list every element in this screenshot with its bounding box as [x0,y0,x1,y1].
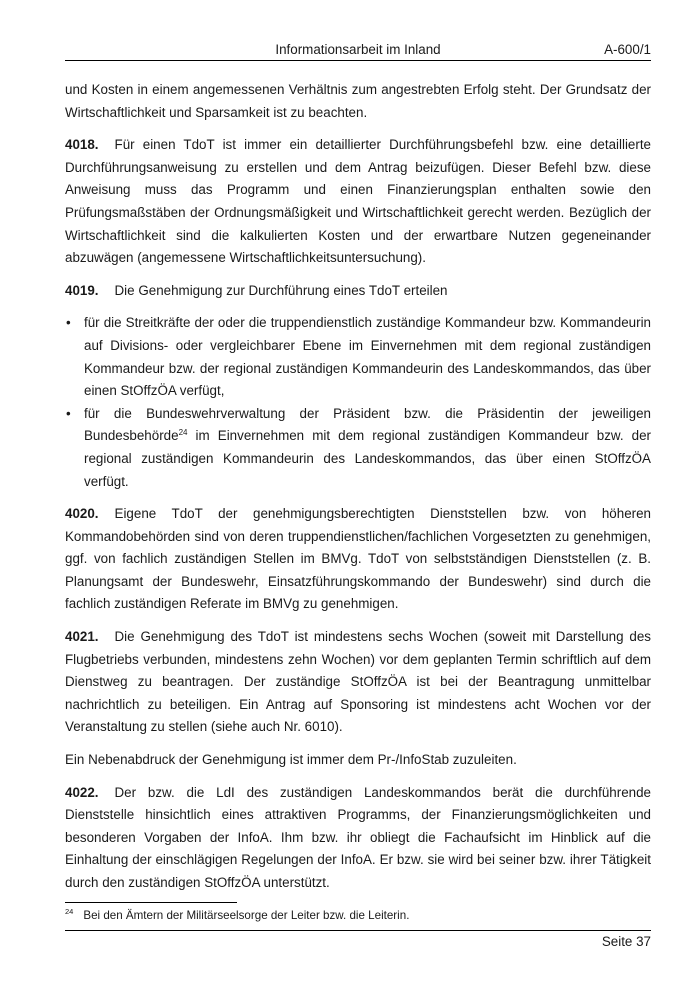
paragraph-4019 [65,280,651,303]
footnote-divider [65,902,237,903]
paragraph-4022 [65,782,651,895]
document-body [65,79,651,905]
paragraph-text: Die Genehmigung zur Durchführung eines TdoT erteilen [114,282,448,298]
page-header [65,40,651,61]
list-item-text: für die Streitkräfte der oder die truppendienstlich zuständige Kommandeur bzw. Kommandeurin auf Divisions- oder vergleichbarer Ebene im Einvernehmen mit dem regional zuständigen Kommandeur bzw. der regional zuständigen Kommandeurin des Landeskommandos, das über einen StOffzÖA verfügt, [84,315,651,399]
paragraph-number: 4020. [65,506,99,522]
paragraph-4021 [65,626,651,739]
paragraph-text: Der bzw. die LdI des zuständigen Landeskommandos berät die durchführende Dienststelle hinsichtlich eines attraktiven Programms, der Finanzierungsmöglichkeiten und besonderen Vorgaben der InfoA. Ihm bzw. ihr obliegt die Fachaufsicht im Hinblick auf die Einhaltung der einschlägigen Regelungen der InfoA. Er bzw. sie wird bei seiner bzw. ihrer Tätigkeit durch den zuständigen StOffzÖA unterstützt. [65,784,651,890]
footnote-marker: 24 [65,907,74,916]
paragraph-text: Für einen TdoT ist immer ein detaillierter Durchführungsbefehl bzw. eine detaillierte Durchführungsanweisung zu erstellen und dem Antrag beizufügen. Dieser Befehl bzw. diese Anweisung muss das Programm und einen Finanzierungsplan enthalten sowie den Prüfungsmaßstäben der Ordnungsmäßigkeit und Wirtschaftlichkeit gerecht werden. Bezüglich der Wirtschaftlichkeit sind die kalkulierten Kosten und der erwartbare Nutzen gegeneinander abzuwägen (angemessene Wirtschaftlichkeitsuntersuchung). [65,137,651,266]
paragraph-number: 4022. [65,784,99,800]
footer-divider [65,930,651,931]
paragraph-number: 4019. [65,282,99,298]
paragraph-4018 [65,134,651,270]
list-item-bundeswehrverwaltung [65,403,651,493]
footnote-text: Bei den Ämtern der Militärseelsorge der Leiter bzw. die Leiterin. [83,909,410,922]
header-title: Informationsarbeit im Inland [275,42,441,57]
paragraph-intro: und Kosten in einem angemessenen Verhältnis zum angestrebten Erfolg steht. Der Grundsatz der Wirtschaftlichkeit und Sparsamkeit ist zu beachten. [65,82,651,120]
list-item-streitkraefte [65,312,651,402]
paragraph-nebenabdruck: Ein Nebenabdruck der Genehmigung ist immer dem Pr-/InfoStab zuzuleiten. [65,752,517,768]
approval-list [65,312,651,493]
paragraph-text: Eigene TdoT der genehmigungsberechtigten Dienststellen bzw. von höheren Kommandobehörden sind von deren truppendienstlichen/fachlichen Vorgesetzten zu genehmigen, ggf. von fachlich zuständigen Stellen im BMVg. TdoT von selbstständigen Dienststellen (z. B. Planungsamt der Bundeswehr, Einsatzführungskommando der Bundeswehr) sind durch die fachlich zuständigen Referate im BMVg zu genehmigen. [65,506,651,612]
page-number: Seite 37 [601,934,651,949]
footnote-reference: 24 [178,428,188,438]
footnote [65,909,651,922]
paragraph-number: 4021. [65,629,99,645]
paragraph-text: Die Genehmigung des TdoT ist mindestens sechs Wochen (soweit mit Darstellung des Flugbetriebs verbunden, mindestens zehn Wochen) vor dem geplanten Termin schriftlich auf dem Dienstweg zu beantragen. Der zuständige StOffzÖA ist bei der Beantragung unmittelbar nachrichtlich zu beteiligen. Ein Antrag auf Sponsoring ist mindestens acht Wochen vor der Veranstaltung zu stellen (siehe auch Nr. 6010). [65,629,651,735]
paragraph-number: 4018. [65,137,99,153]
list-item-text: für die Bundeswehrverwaltung der Präsident bzw. die Präsidentin der jeweiligen Bundesbehörde [84,405,651,444]
paragraph-4020 [65,503,651,616]
list-item-text-continued: im Einvernehmen mit dem regional zuständigen Kommandeur bzw. der regional zuständigen Kommandeurin des Landeskommandos, das über einen StOffzÖA verfügt. [84,428,651,489]
document-code: A-600/1 [604,42,651,57]
